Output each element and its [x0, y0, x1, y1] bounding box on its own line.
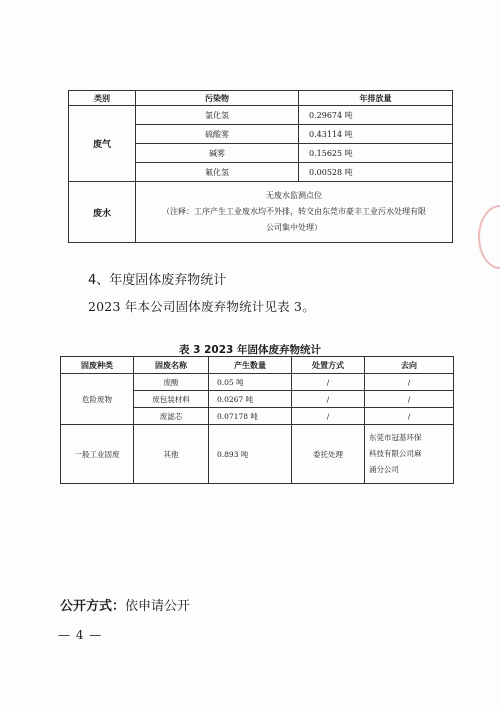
destination-line: 科技有限公司麻 [369, 449, 422, 458]
water-note-cell [136, 182, 453, 243]
method-cell: 委托处理 [292, 425, 365, 484]
header-waste-name: 固废名称 [134, 357, 209, 374]
table-row [61, 374, 454, 391]
solid-waste-table [60, 356, 454, 484]
disclosure-method [60, 595, 190, 614]
method-cell: / [292, 391, 365, 408]
header-waste-type: 固废种类 [61, 357, 134, 374]
emissions-table [68, 90, 453, 243]
quantity-cell: 0.05 吨 [209, 374, 292, 391]
header-quantity: 产生数量 [209, 357, 292, 374]
water-note-line: （注释：工序产生工业废水均不外排，转交由东莞市豪丰工业污水处理有限 [162, 207, 426, 216]
destination-cell [365, 425, 454, 484]
waste-name-cell: 废酸 [134, 374, 209, 391]
water-note-line: 无废水监测点位 [266, 191, 322, 200]
header-pollutant: 污染物 [136, 91, 299, 106]
section-title: 4、年度固体废弃物统计 [88, 273, 227, 288]
destination-line: 涌分公司 [369, 465, 399, 474]
destination-line: 东莞市冠基环保 [369, 433, 422, 442]
destination-cell: / [365, 374, 454, 391]
header-disposal-method: 处置方式 [292, 357, 365, 374]
table-row [69, 106, 453, 125]
method-cell: / [292, 374, 365, 391]
page-number: — 4 — [58, 628, 103, 642]
section-text: 2023 年本公司固体废弃物统计见表 3。 [88, 299, 315, 314]
waste-header-row [61, 357, 454, 374]
hazardous-category-cell: 危险废物 [61, 374, 134, 425]
waste-name-cell: 废滤芯 [134, 408, 209, 425]
water-note-line: 公司集中处理） [266, 223, 322, 232]
table-row [69, 182, 453, 243]
method-cell: / [292, 408, 365, 425]
destination-cell: / [365, 408, 454, 425]
waste-name-cell: 其他 [134, 425, 209, 484]
water-category-cell: 废水 [69, 182, 136, 243]
pollutant-cell: 碱雾 [136, 144, 299, 163]
emissions-header-row [69, 91, 453, 106]
pollutant-cell: 氯化氢 [136, 106, 299, 125]
header-category: 类别 [69, 91, 136, 106]
amount-cell: 0.29674 吨 [299, 106, 453, 125]
pollutant-cell: 硫酸雾 [136, 125, 299, 144]
table-row [61, 425, 454, 484]
table-caption: 表 3 2023 年固体废弃物统计 [179, 344, 321, 356]
header-annual-emission: 年排放量 [299, 91, 453, 106]
header-destination: 去向 [365, 357, 454, 374]
pollutant-cell: 氟化氢 [136, 163, 299, 182]
disclosure-value: 依申请公开 [125, 599, 191, 614]
quantity-cell: 0.893 吨 [209, 425, 292, 484]
official-seal-fragment [478, 205, 500, 269]
amount-cell: 0.15625 吨 [299, 144, 453, 163]
quantity-cell: 0.07178 吨 [209, 408, 292, 425]
amount-cell: 0.00528 吨 [299, 163, 453, 182]
general-category-cell: 一般工业固废 [61, 425, 134, 484]
waste-name-cell: 废包装材料 [134, 391, 209, 408]
disclosure-label: 公开方式： [60, 599, 126, 614]
quantity-cell: 0.0267 吨 [209, 391, 292, 408]
destination-cell: / [365, 391, 454, 408]
amount-cell: 0.43114 吨 [299, 125, 453, 144]
gas-category-cell: 废气 [69, 106, 136, 182]
